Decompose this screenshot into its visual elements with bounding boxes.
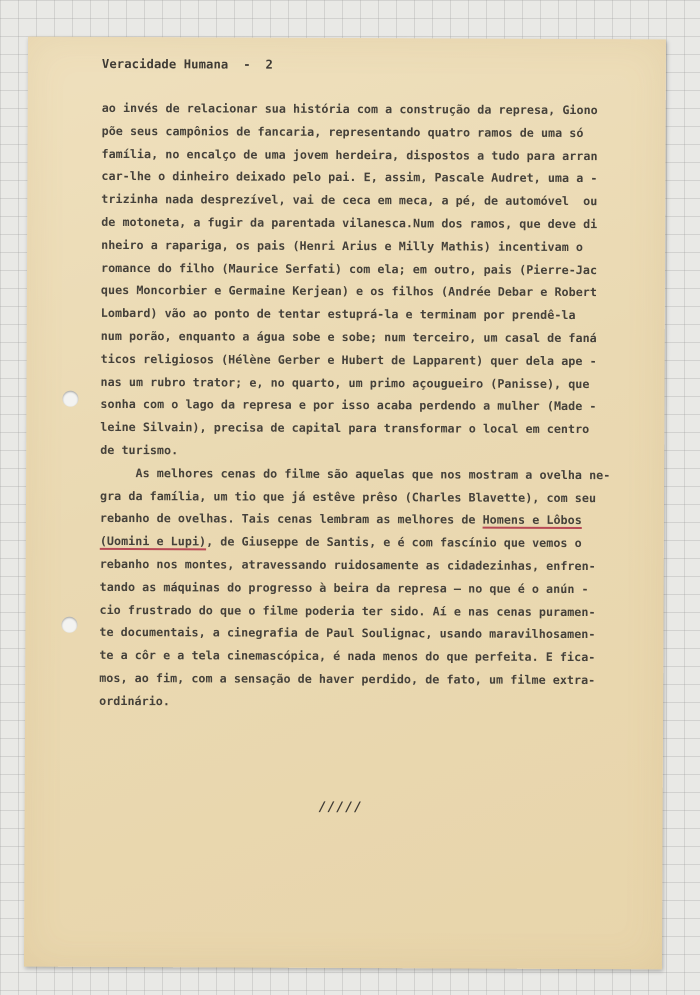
text-line <box>100 530 640 555</box>
underlined-film-title: Homens e Lôbos <box>482 512 582 528</box>
text-line <box>100 484 640 509</box>
text-line <box>101 188 641 213</box>
punch-hole-top <box>62 391 78 407</box>
page-header <box>102 57 273 72</box>
text-line <box>102 120 642 145</box>
text-line <box>101 279 641 304</box>
typewritten-page <box>24 37 666 970</box>
text-line <box>101 257 641 282</box>
underlined-film-title: (Uomini e Lupi) <box>99 534 207 549</box>
text-line <box>101 234 641 259</box>
paragraph <box>100 97 642 464</box>
text-segment: ao invés de relacionar sua história com a construção da represa, Giono <box>101 100 598 118</box>
text-line <box>100 553 640 578</box>
text-segment: tando as máquinas do progresso à beira da represa — no que é o anún - <box>99 579 589 596</box>
text-segment: gra da família, um tio que já estêve prêso (Charles Blavette), com seu <box>99 488 597 505</box>
text-segment: , de Giuseppe de Santis, e é com fascínio que vemos o <box>206 534 582 551</box>
text-segment: nheiro a rapariga, os pais (Henri Arius e Milly Mathis) incentivam o <box>101 237 584 254</box>
punch-hole-bottom <box>61 617 77 633</box>
header-separator: - <box>243 57 251 72</box>
text-segment: As melhores cenas do filme são aquelas que nos mostram a ovelha ne- <box>100 465 611 482</box>
text-line <box>101 165 641 190</box>
text-line <box>100 416 640 441</box>
text-segment: trizinha nada desprezível, vai de ceca em meca, a pé, de automóvel ou <box>101 192 598 209</box>
text-line <box>100 370 640 395</box>
text-line <box>101 143 641 168</box>
text-segment: sonha com o lago da represa e por isso acaba perdendo a mulher (Made - <box>100 397 597 414</box>
paragraph <box>99 462 640 715</box>
text-segment: mos, ao fim, com a sensação de haver perdido, de fato, um filme extra- <box>99 670 596 688</box>
text-line <box>100 462 640 487</box>
text-segment: nas um rubro trator; e, no quarto, um primo açougueiro (Panisse), que <box>100 374 590 391</box>
text-segment: de motoneta, a fugir da parentada vilanesca.Num dos ramos, que deve di <box>101 214 598 232</box>
text-segment: num porão, enquanto a água sobe e sobe; num terceiro, um casal de faná <box>100 328 597 346</box>
text-segment: ques Moncorbier e Germaine Kerjean) e os filhos (Andrée Debar e Robert <box>100 283 598 300</box>
document-title: Veracidade Humana <box>101 56 229 72</box>
text-line <box>102 97 642 122</box>
text-line <box>99 598 639 623</box>
text-line <box>100 507 640 532</box>
text-line <box>100 439 640 464</box>
text-segment: romance do filho (Maurice Serfati) com ela; em outro, pais (Pierre-Jac <box>100 260 598 277</box>
text-segment: te documentais, a cinegrafia de Paul Soulignac, usando maravilhosamen- <box>99 625 596 642</box>
text-line <box>101 302 641 327</box>
text-segment: rebanho de ovelhas. Tais cenas lembram as melhores de <box>99 511 483 527</box>
text-segment: cio frustrado do que o filme poderia ter sido. Aí e nas cenas puramen- <box>99 602 596 619</box>
text-line <box>99 690 639 715</box>
text-segment: põe seus campônios de fancaria, representando quatro ramos de uma só <box>101 123 584 140</box>
text-line <box>99 667 639 692</box>
text-line <box>99 644 639 669</box>
page-number: 2 <box>265 57 274 72</box>
text-line <box>101 211 641 236</box>
text-segment: te a côr e a tela cinemascópica, é nada menos do que perfeita. E fica- <box>99 648 596 665</box>
body-text <box>99 97 642 715</box>
text-segment: ticos religiosos (Hélène Gerber e Hubert de Lapparent) quer dela ape - <box>100 351 597 368</box>
text-line <box>100 393 640 418</box>
text-line <box>100 576 640 601</box>
text-line <box>99 621 639 646</box>
text-segment: Lombard) vão ao ponto de tentar estuprá-la e terminam por prendê-la <box>100 306 576 323</box>
text-segment: ordinário. <box>99 693 171 708</box>
text-segment: de turismo. <box>100 442 179 458</box>
text-segment: rebanho nos montes, atravessando ruidosamente as cidadezinhas, enfren- <box>99 556 596 574</box>
end-mark: ///// <box>318 799 363 816</box>
text-segment: família, no encalço de uma jovem herdeira, dispostos a tudo para arran <box>101 146 598 163</box>
text-line <box>101 325 641 350</box>
text-segment: car-lhe o dinheiro deixado pelo pai. E, assim, Pascale Audret, uma a - <box>101 169 598 186</box>
text-line <box>101 348 641 373</box>
text-segment: leine Silvain), precisa de capital para transformar o local em centro <box>100 420 590 437</box>
